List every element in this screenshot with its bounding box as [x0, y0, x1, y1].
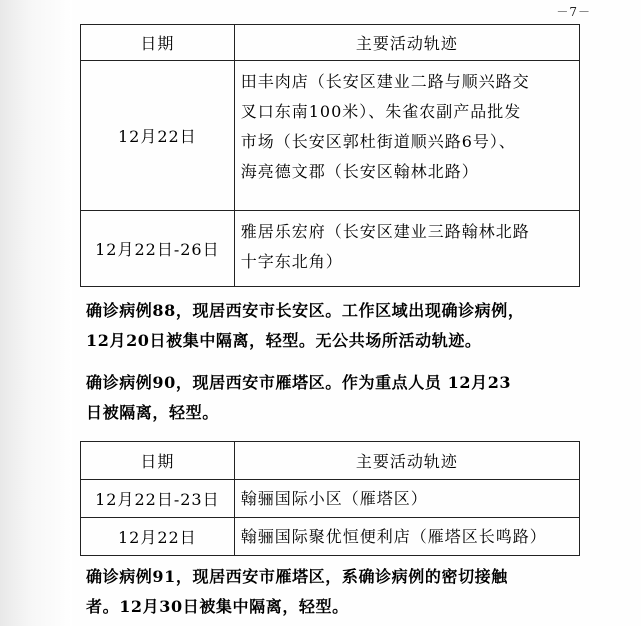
paragraph-line: 确诊病例90，现居西安市雁塔区。作为重点人员 12月23: [86, 373, 512, 392]
scan-left-edge: [0, 0, 72, 626]
row-trace: [234, 211, 579, 287]
header-trace: 主要活动轨迹: [234, 442, 579, 480]
paragraph-line: 日被隔离，轻型。: [86, 403, 219, 422]
paragraph-line: 确诊病例91，现居西安市雁塔区，系确诊病例的密切接触: [86, 567, 508, 586]
trace-table-2: [80, 441, 580, 556]
header-date: 日期: [81, 25, 235, 61]
row-date: 12月22日: [81, 61, 235, 211]
trace-line: 田丰肉店（长安区建业二路与顺兴路交: [240, 72, 530, 91]
trace-line: 海亮德文郡（长安区翰林北路）: [240, 162, 479, 181]
trace-line: 十字东北角）: [240, 252, 343, 271]
page-number: －7－: [556, 5, 591, 19]
table-row: [81, 61, 580, 211]
paragraph-line: 12月20日被集中隔离，轻型。无公共场所活动轨迹。: [86, 331, 482, 350]
table-row: [81, 518, 580, 556]
row-trace: 翰骊国际聚优恒便利店（雁塔区长鸣路）: [234, 518, 579, 556]
paragraph-line: 者。12月30日被集中隔离，轻型。: [86, 597, 349, 616]
table-header-row: [81, 442, 580, 480]
case-91-paragraph: [86, 562, 586, 622]
header-trace: 主要活动轨迹: [234, 25, 579, 61]
table-row: [81, 211, 580, 287]
row-date: 12月22日: [81, 518, 235, 556]
row-date: 12月22日-23日: [81, 480, 235, 518]
row-trace: 翰骊国际小区（雁塔区）: [234, 480, 579, 518]
trace-line: 市场（长安区郭杜街道顺兴路6号）、: [240, 132, 516, 151]
trace-table-1: [80, 24, 580, 287]
paragraph-line: 确诊病例88，现居西安市长安区。工作区域出现确诊病例，: [86, 301, 525, 320]
trace-line: 叉口东南100米）、朱雀农副产品批发: [240, 102, 522, 121]
row-trace: [234, 61, 579, 211]
trace-line: 雅居乐宏府（长安区建业三路翰林北路: [240, 222, 530, 241]
table-row: [81, 480, 580, 518]
case-90-paragraph: [86, 368, 586, 428]
table-header-row: [81, 25, 580, 61]
case-88-paragraph: [86, 296, 586, 356]
header-date: 日期: [81, 442, 235, 480]
row-date: 12月22日-26日: [81, 211, 235, 287]
